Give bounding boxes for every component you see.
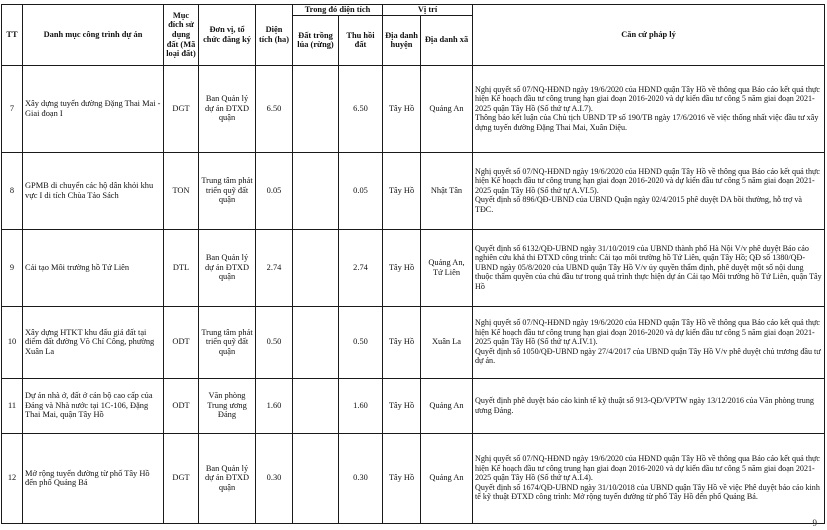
row-purpose: DGT <box>164 65 199 152</box>
row-project: Mở rộng tuyến đường từ phố Tây Hồ đến phố Quảng Bá <box>23 433 164 523</box>
header-ward: Địa danh xã <box>421 15 473 65</box>
row-recovered: 0.05 <box>339 152 383 229</box>
row-project: Cải tạo Môi trường hồ Tứ Liên <box>23 229 164 306</box>
legal-line: Quyết định số 1050/QĐ-UBND ngày 27/4/2017 của UBND quận Tây Hồ V/v phê duyệt chủ trương đầu tư dự án. <box>475 346 821 366</box>
table-row <box>2 65 825 152</box>
row-tt: 10 <box>2 306 23 378</box>
row-area: 1.60 <box>256 378 293 433</box>
row-legal <box>473 229 825 306</box>
row-rice <box>293 378 339 433</box>
row-area: 6.50 <box>256 65 293 152</box>
row-purpose: TON <box>164 152 199 229</box>
row-legal <box>473 306 825 378</box>
row-purpose: DGT <box>164 433 199 523</box>
row-district: Tây Hồ <box>383 152 421 229</box>
row-area: 0.30 <box>256 433 293 523</box>
legal-line: Quyết định phê duyệt báo cáo kinh tế kỹ thuật số 913-QĐ/VPTW ngày 13/12/2016 của Văn phòng trung ương Đảng. <box>475 396 814 415</box>
table-row <box>2 378 825 433</box>
row-rice <box>293 152 339 229</box>
legal-line: Nghị quyết số 07/NQ-HĐND ngày 19/6/2020 của HĐND quận Tây Hồ về thông qua Báo cáo kết quả thực hiện Kế hoạch đầu tư công trung hạn giai đoạn 2016-2020 và dự kiến đầu tư công 5 năm giai đoạn 2021-2025 quận Tây Hồ (Số thứ tự A.IV.1). <box>475 318 821 347</box>
row-unit: Ban Quản lý dự án ĐTXD quận <box>199 65 256 152</box>
row-purpose: DTL <box>164 229 199 306</box>
page-number: 9 <box>812 518 817 528</box>
row-district: Tây Hồ <box>383 65 421 152</box>
table-row <box>2 433 825 523</box>
row-area: 0.50 <box>256 306 293 378</box>
row-purpose: ODT <box>164 378 199 433</box>
header-recovered: Thu hồi đất <box>339 15 383 65</box>
header-unit: Đơn vị, tổ chức đăng ký <box>199 5 256 66</box>
row-ward: Quảng An <box>421 378 473 433</box>
row-legal <box>473 433 825 523</box>
legal-line: Thông báo kết luận của Chủ tịch UBND TP số 190/TB ngày 17/6/2016 về việc thống nhất việc đầu tư xây dựng tuyến đường Đặng Thai Mai, Xuân Diệu. <box>475 113 819 132</box>
header-project: Danh mục công trình dự án <box>23 5 164 66</box>
row-unit: Trung tâm phát triển quỹ đất quận <box>199 152 256 229</box>
row-project: Xây dựng tuyến đường Đặng Thai Mai - Giai đoạn I <box>23 65 164 152</box>
row-project: Dự án nhà ở, đất ở cán bộ cao cấp của Đảng và Nhà nước tại 1C-106, Đặng Thai Mai, quận Tây Hồ <box>23 378 164 433</box>
row-tt: 9 <box>2 229 23 306</box>
row-ward: Quảng An <box>421 65 473 152</box>
header-rice: Đất trồng lúa (rừng) <box>293 15 339 65</box>
row-project: GPMB di chuyển các hộ dân khỏi khu vực I di tích Chùa Tảo Sách <box>23 152 164 229</box>
table-row <box>2 306 825 378</box>
legal-line: Quyết định số 896/QĐ-UBND của UBND Quận ngày 02/4/2015 phê duyệt DA bồi thường, hỗ trợ và TĐC. <box>475 195 802 214</box>
row-project: Xây dựng HTKT khu đấu giá đất tại điểm đất đường Võ Chí Công, phường Xuân La <box>23 306 164 378</box>
row-tt: 11 <box>2 378 23 433</box>
row-recovered: 2.74 <box>339 229 383 306</box>
header-area: Diện tích (ha) <box>256 5 293 66</box>
row-recovered: 1.60 <box>339 378 383 433</box>
header-purpose: Mục đích sử dụng đất (Mã loại đất) <box>164 5 199 66</box>
legal-line: Quyết định số 1674/QĐ-UBND ngày 31/10/2018 của UBND quận Tây Hồ về việc Phê duyệt báo cáo kinh tế kỹ thuật ĐTXD công trình: Mở rộng tuyến đường từ phố Tây Hồ đến phố Quảng Bá. <box>475 482 820 502</box>
row-legal <box>473 65 825 152</box>
row-recovered: 0.50 <box>339 306 383 378</box>
row-unit: Ban Quản lý dự án ĐTXD quận <box>199 229 256 306</box>
row-area: 0.05 <box>256 152 293 229</box>
header-location: Vị trí <box>383 5 473 16</box>
table-row <box>2 229 825 306</box>
row-area: 2.74 <box>256 229 293 306</box>
row-ward: Xuân La <box>421 306 473 378</box>
row-rice <box>293 433 339 523</box>
row-legal <box>473 378 825 433</box>
row-district: Tây Hồ <box>383 306 421 378</box>
row-ward: Quảng An, Tứ Liên <box>421 229 473 306</box>
row-ward: Quảng An <box>421 433 473 523</box>
row-unit: Trung tâm phát triển quỹ đất quận <box>199 306 256 378</box>
row-ward: Nhật Tân <box>421 152 473 229</box>
row-district: Tây Hồ <box>383 378 421 433</box>
row-recovered: 0.30 <box>339 433 383 523</box>
row-unit: Ban Quản lý dự án ĐTXD quận <box>199 433 256 523</box>
header-legal: Căn cứ pháp lý <box>473 5 825 66</box>
row-district: Tây Hồ <box>383 229 421 306</box>
row-rice <box>293 306 339 378</box>
row-district: Tây Hồ <box>383 433 421 523</box>
legal-line: Nghị quyết số 07/NQ-HĐND ngày 19/6/2020 của HĐND quận Tây Hồ về thông qua Báo cáo kết quả thực hiện Kế hoạch đầu tư công trung hạn giai đoạn 2016-2020 và dự kiến đầu tư công 5 năm giai đoạn 2021-2025 quận Tây Hồ (Số thứ tự A.I.7). <box>475 84 821 113</box>
row-purpose: ODT <box>164 306 199 378</box>
legal-line: Quyết định số 6132/QĐ-UBND ngày 31/10/2019 của UBND thành phố Hà Nội V/v phê duyệt Báo cáo nghiên cứu khả thi ĐTXD công trình: Cải tạo môi trường hồ Tứ Liên, quận Tây Hồ; QĐ số 1380/QĐ-UBND ngày 05/8/2020 của UBND quận Tây Hồ V/v ủy quyền thẩm định, phê duyệt một số nội dung thuộc thẩm quyền của chủ đầu tư trong quá trình thực hiện dự án Cải tạo Môi trường hồ Tứ Liên, quận Tây Hồ <box>475 243 822 291</box>
row-rice <box>293 229 339 306</box>
table-row <box>2 152 825 229</box>
legal-line: Nghị quyết số 07/NQ-HĐND ngày 19/6/2020 của HĐND quận Tây Hồ về thông qua Báo cáo kết quả thực hiện Kế hoạch đầu tư công trung hạn giai đoạn 2016-2020 và dự kiến đầu tư công 5 năm giai đoạn 2021-2025 quận Tây Hồ (Số thứ tự A.I.4). <box>475 454 821 483</box>
header-in-area: Trong đó diện tích <box>293 5 383 16</box>
project-table <box>1 4 825 524</box>
row-recovered: 6.50 <box>339 65 383 152</box>
row-tt: 7 <box>2 65 23 152</box>
row-rice <box>293 65 339 152</box>
row-tt: 8 <box>2 152 23 229</box>
row-unit: Văn phòng Trung ương Đảng <box>199 378 256 433</box>
legal-line: Nghị quyết số 07/NQ-HĐND ngày 19/6/2020 của HĐND quận Tây Hồ về thông qua Báo cáo kết quả thực hiện Kế hoạch đầu tư công trung hạn giai đoạn 2016-2020 và dự kiến đầu tư công 5 năm giai đoạn 2021-2025 quận Tây Hồ (Số thứ tự A.VI.5). <box>475 166 821 195</box>
row-tt: 12 <box>2 433 23 523</box>
row-legal <box>473 152 825 229</box>
header-district: Địa danh huyện <box>383 15 421 65</box>
header-tt: TT <box>2 5 23 66</box>
